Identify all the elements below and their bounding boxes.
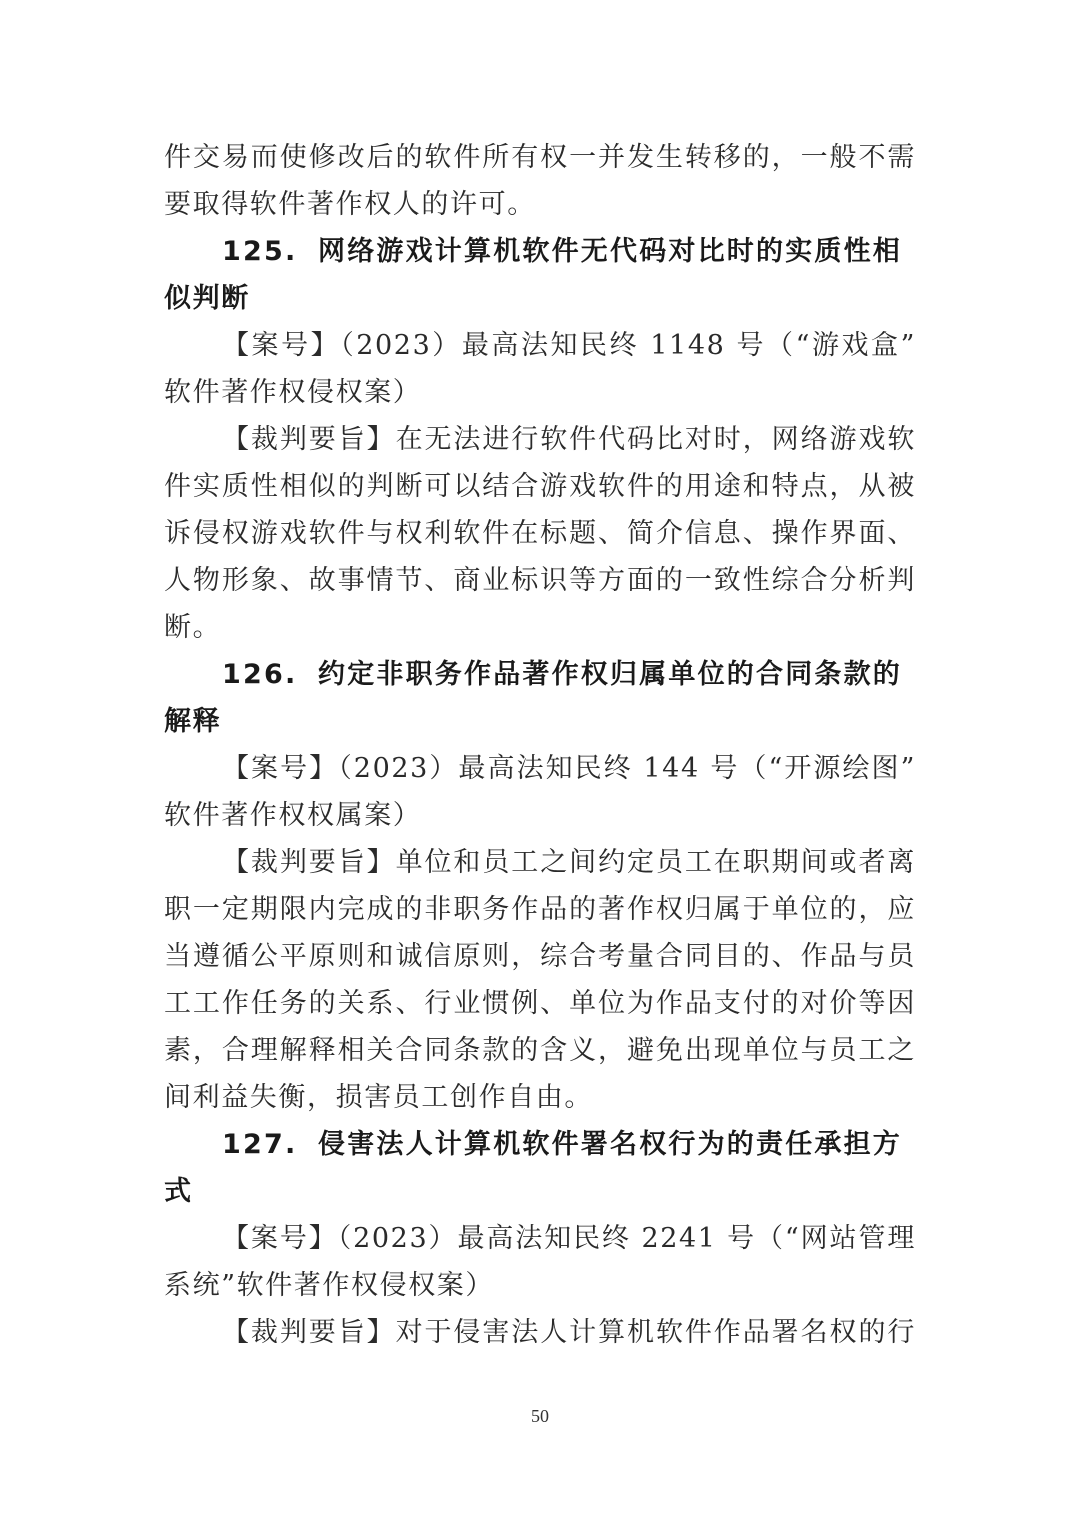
text-line: 系统”软件著作权侵权案） <box>164 1270 495 1301</box>
text-line <box>164 1309 916 1356</box>
section-heading <box>164 651 916 745</box>
continuation-paragraph <box>164 134 916 228</box>
text-line: 素，合理解释相关合同条款的含义，避免出现单位与员工之 <box>164 1035 916 1066</box>
heading-line: 式 <box>164 1176 193 1207</box>
section-title: 约定非职务作品著作权归属单位的合同条款的 <box>318 659 902 690</box>
text-line <box>164 745 916 792</box>
case-number-paragraph <box>164 745 916 839</box>
gist-paragraph <box>164 839 916 1121</box>
gist-text: 对于侵害法人计算机软件作品署名权的行 <box>395 1317 916 1348</box>
text-line: 人物形象、故事情节、商业标识等方面的一致性综合分析判 <box>164 565 916 596</box>
text-line: 当遵循公平原则和诚信原则，综合考量合同目的、作品与员 <box>164 941 916 972</box>
section-title: 侵害法人计算机软件署名权行为的责任承担方 <box>318 1129 902 1160</box>
gist-text: 在无法进行软件代码比对时，网络游戏软 <box>395 424 916 455</box>
text-line: 职一定期限内完成的非职务作品的著作权归属于单位的，应 <box>164 894 916 925</box>
section-125 <box>164 228 916 651</box>
gist-paragraph <box>164 1309 916 1356</box>
text-line: 件交易而使修改后的软件所有权一并发生转移的，一般不需 <box>164 142 916 173</box>
text-line <box>164 416 916 463</box>
document-page <box>164 134 916 1356</box>
section-number: 125. <box>222 236 298 267</box>
gist-text: 单位和员工之间约定员工在职期间或者离 <box>395 847 916 878</box>
case-number: （2023）最高法知民终 1148 号（“游戏盒” <box>340 330 917 361</box>
case-number-paragraph <box>164 322 916 416</box>
text-line <box>164 1215 916 1262</box>
gist-label: 【裁判要旨】 <box>222 424 396 455</box>
text-line: 软件著作权侵权案） <box>164 377 422 408</box>
text-line <box>164 322 916 369</box>
section-title: 网络游戏计算机软件无代码对比时的实质性相 <box>318 236 902 267</box>
case-label: 【案号】 <box>222 1223 338 1254</box>
section-number: 127. <box>222 1129 298 1160</box>
text-line: 间利益失衡，损害员工创作自由。 <box>164 1082 593 1113</box>
case-number-paragraph <box>164 1215 916 1309</box>
case-number: （2023）最高法知民终 2241 号（“网站管理 <box>337 1223 916 1254</box>
heading-line: 解释 <box>164 706 222 737</box>
section-heading <box>164 1121 916 1215</box>
heading-line <box>164 228 916 275</box>
heading-line <box>164 651 916 698</box>
text-line: 工工作任务的关系、行业惯例、单位为作品支付的对价等因 <box>164 988 916 1019</box>
case-label: 【案号】 <box>222 330 341 361</box>
text-line: 断。 <box>164 612 222 643</box>
gist-label: 【裁判要旨】 <box>222 1317 396 1348</box>
text-line: 软件著作权权属案） <box>164 800 422 831</box>
section-heading <box>164 228 916 322</box>
case-number: （2023）最高法知民终 144 号（“开源绘图” <box>338 753 916 784</box>
text-line: 要取得软件著作权人的许可。 <box>164 189 536 220</box>
section-127 <box>164 1121 916 1356</box>
gist-paragraph <box>164 416 916 651</box>
heading-line: 似判断 <box>164 283 250 314</box>
case-label: 【案号】 <box>222 753 339 784</box>
gist-label: 【裁判要旨】 <box>222 847 396 878</box>
section-number: 126. <box>222 659 298 690</box>
text-line <box>164 839 916 886</box>
text-line: 诉侵权游戏软件与权利软件在标题、简介信息、操作界面、 <box>164 518 916 549</box>
text-line: 件实质性相似的判断可以结合游戏软件的用途和特点，从被 <box>164 471 916 502</box>
heading-line <box>164 1121 916 1168</box>
page-number: 50 <box>531 1406 549 1426</box>
section-126 <box>164 651 916 1121</box>
